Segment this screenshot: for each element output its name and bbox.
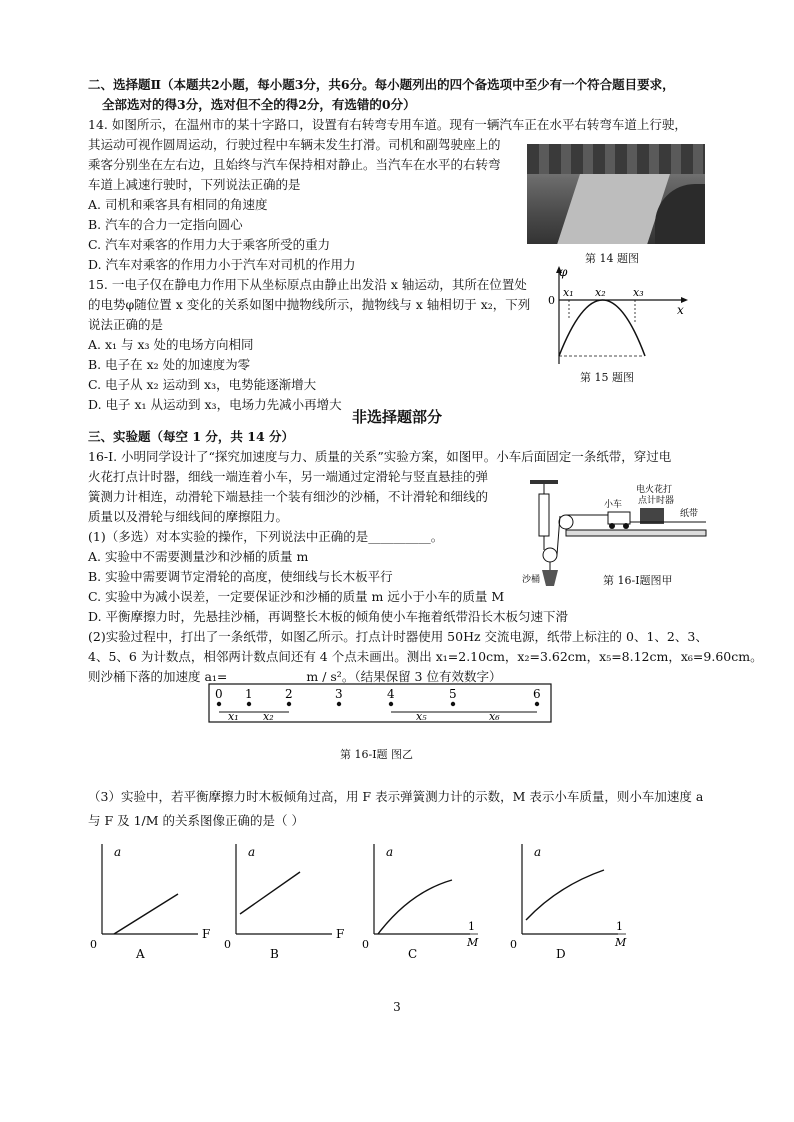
q16-tape-caption: 第 16-Ⅰ题 图乙: [340, 748, 414, 761]
section2-heading: 二、选择题Ⅱ（本题共2小题，每小题3分，共6分。每小题列出的四个备选项中至少有一个符合题目要求，: [88, 77, 675, 92]
tape-point-label-2: 2: [285, 687, 293, 701]
cart-label: 小车: [604, 500, 623, 510]
q15-line-1: 15. 一电子仅在静电力作用下从坐标原点由静止出发沿 x 轴运动，其所在位置处: [88, 277, 527, 292]
x3-label: x₃: [633, 286, 644, 299]
q14-line-2: 其运动可视作圆周运动，行驶过程中车辆未发生打滑。司机和副驾驶座上的: [88, 137, 501, 152]
spring-scale: [539, 494, 549, 536]
q14-option-b: B. 汽车的合力一定指向圆心: [88, 217, 243, 232]
tape-point-label-1: 1: [245, 687, 253, 701]
tape-segment-label-0: x₁: [228, 710, 239, 723]
q16-option-c: C. 实验中为减小误差，一定要保证沙和沙桶的质量 m 远小于小车的质量 M: [88, 589, 505, 604]
q16-line-3: 簧测力计相连，动滑轮下端悬挂一个装有细沙的沙桶，不计滑轮和细线的: [88, 489, 489, 504]
tape-point-label-3: 3: [335, 687, 343, 701]
potential-parabola: [559, 300, 645, 356]
q16-line-4: 质量以及滑轮与细线间的摩擦阻力。: [88, 509, 289, 524]
graph-origin: 0: [224, 938, 231, 951]
tape-point-2: [287, 702, 291, 706]
tape-point-label-5: 5: [449, 687, 457, 701]
q16-option-b: B. 实验中需要调节定滑轮的高度，使细线与长木板平行: [88, 569, 393, 584]
q15-option-d: D. 电子 x₁ 从运动到 x₃，电场力先减小再增大: [88, 397, 342, 412]
graph-origin: 0: [90, 938, 97, 951]
q16-line-2: 火花打点计时器，细线一端连着小车，另一端通过定滑轮与竖直悬挂的弹: [88, 469, 489, 484]
q16-part3-line-1: （3）实验中，若平衡摩擦力时木板倾角过高，用 F 表示弹簧测力计的示数，M 表示小车质量，则小车加速度 a: [88, 789, 704, 804]
graph-D: [508, 838, 648, 966]
x2-label: x₂: [595, 286, 606, 299]
graph-curve-C: [378, 880, 452, 934]
q14-line-1: 14. 如图所示，在温州市的某十字路口，设置有右转弯专用车道。现有一辆汽车正在水平右转弯车道上行驶，: [88, 117, 687, 132]
q16-line-1: 16-Ⅰ. 小明同学设计了“探究加速度与力、质量的关系”实验方案，如图甲。小车后面固定一条纸带，穿过电: [88, 449, 672, 464]
fixed-pulley: [559, 515, 573, 529]
q14-line-4: 车道上减速行驶时，下列说法正确的是: [88, 177, 301, 192]
x1-label: x₁: [563, 286, 574, 299]
q16-paper-tape: [205, 680, 557, 740]
graph-xlabel: F: [202, 927, 211, 941]
x-label: x: [677, 303, 684, 317]
q14-option-a: A. 司机和乘客具有相同的角速度: [88, 197, 268, 212]
graph-origin: 0: [362, 938, 369, 951]
q15-line-2: 的电势φ随位置 x 变化的关系如图中抛物线所示，抛物线与 x 轴相切于 x₂，下列: [88, 297, 531, 312]
tape-point-1: [247, 702, 251, 706]
tape-segment-label-1: x₂: [263, 710, 274, 723]
graph-option-label: A: [136, 947, 145, 961]
phi-label: φ: [559, 265, 568, 279]
tape-point-label-6: 6: [533, 687, 541, 701]
q14-option-c: C. 汽车对乘客的作用力大于乘客所受的重力: [88, 237, 331, 252]
graph-option-label: C: [408, 947, 418, 961]
tape-segment-label-2: x₅: [416, 710, 427, 723]
origin-label: 0: [548, 294, 555, 307]
tape-point-label-0: 0: [215, 687, 223, 701]
graph-option-label: B: [270, 947, 279, 961]
section3-heading: 三、实验题（每空 1 分，共 14 分）: [88, 429, 295, 444]
q16-part1-question: (1)（多选）对本实验的操作，下列说法中正确的是__________。: [88, 529, 444, 544]
graph-C: [360, 838, 500, 966]
q16-option-d: D. 平衡摩擦力时，先悬挂沙桶，再调整长木板的倾角使小车拖着纸带沿长木板匀速下滑: [88, 609, 569, 624]
graph-curve-B: [240, 872, 300, 914]
graph-ylabel: a: [386, 845, 394, 859]
q15-option-b: B. 电子在 x₂ 处的加速度为零: [88, 357, 251, 372]
tape-point-6: [535, 702, 539, 706]
q14-option-d: D. 汽车对乘客的作用力小于汽车对司机的作用力: [88, 257, 356, 272]
q14-intersection-photo: [527, 144, 705, 244]
graph-xlabel-num: 1: [468, 920, 475, 933]
q15-option-c: C. 电子从 x₂ 运动到 x₃，电势能逐渐增大: [88, 377, 317, 392]
sand-bucket: [542, 570, 558, 586]
q15-line-3: 说法正确的是: [88, 317, 164, 332]
q16-part3-line-2: 与 F 及 1/M 的关系图像正确的是（ ）: [88, 813, 305, 828]
timer-label-2: 点计时器: [638, 496, 675, 506]
graph-option-label: D: [556, 947, 566, 961]
sandbucket-label: 沙桶: [522, 575, 541, 585]
q16-option-a: A. 实验中不需要测量沙和沙桶的质量 m: [88, 549, 309, 564]
q15-option-a: A. x₁ 与 x₃ 处的电场方向相同: [88, 337, 254, 352]
graph-curve-A: [114, 894, 178, 934]
cart: [608, 512, 630, 524]
graph-xlabel-num: 1: [616, 920, 623, 933]
graph-curve-D: [526, 870, 604, 920]
tape-label: 纸带: [680, 509, 699, 519]
q15-potential-graph: [545, 264, 695, 382]
movable-pulley: [543, 548, 557, 562]
graph-A: [88, 838, 228, 966]
section2-heading-cont: 全部选对的得3分，选对但不全的得2分，有选错的0分）: [102, 97, 416, 112]
q15-figure-caption: 第 15 题图: [580, 371, 634, 384]
tape-point-4: [389, 702, 393, 706]
graph-xlabel: M: [467, 936, 479, 949]
q16-part2-line-2: 4、5、6 为计数点，相邻两计数点间还有 4 个点未画出。测出 x₁=2.10cm，x₂=3.62cm，x₅=8.12cm，x₆=9.60cm。: [88, 649, 763, 664]
timer-label: 电火花打: [636, 485, 673, 495]
graph-xlabel: F: [336, 927, 345, 941]
graph-ylabel: a: [114, 845, 122, 859]
graph-B: [222, 838, 362, 966]
tape-segment-label-3: x₆: [489, 710, 500, 723]
tape-point-3: [337, 702, 341, 706]
graph-xlabel: M: [615, 936, 627, 949]
tape-point-label-4: 4: [387, 687, 395, 701]
q16-fig-jia-caption: 第 16-Ⅰ题图甲: [603, 574, 673, 587]
long-board: [566, 530, 706, 536]
nonchoice-title: 非选择题部分: [351, 408, 442, 426]
page-number: 3: [393, 1000, 401, 1014]
q14-line-3: 乘客分别坐在左右边，且始终与汽车保持相对静止。当汽车在水平的右转弯: [88, 157, 501, 172]
q16-part2-line-1: (2)实验过程中，打出了一条纸带，如图乙所示。打点计时器使用 50Hz 交流电源，纸带上标注的 0、1、2、3、: [88, 629, 708, 644]
q16-part2-line-3: 则沙桶下落的加速度 a₁=____________ m / s²。（结果保留 3 位有效数字）: [88, 669, 502, 684]
graph-ylabel: a: [248, 845, 256, 859]
graph-ylabel: a: [534, 845, 542, 859]
q14-figure-caption: 第 14 题图: [585, 252, 639, 265]
graph-origin: 0: [510, 938, 517, 951]
tape-point-5: [451, 702, 455, 706]
tape-point-0: [217, 702, 221, 706]
